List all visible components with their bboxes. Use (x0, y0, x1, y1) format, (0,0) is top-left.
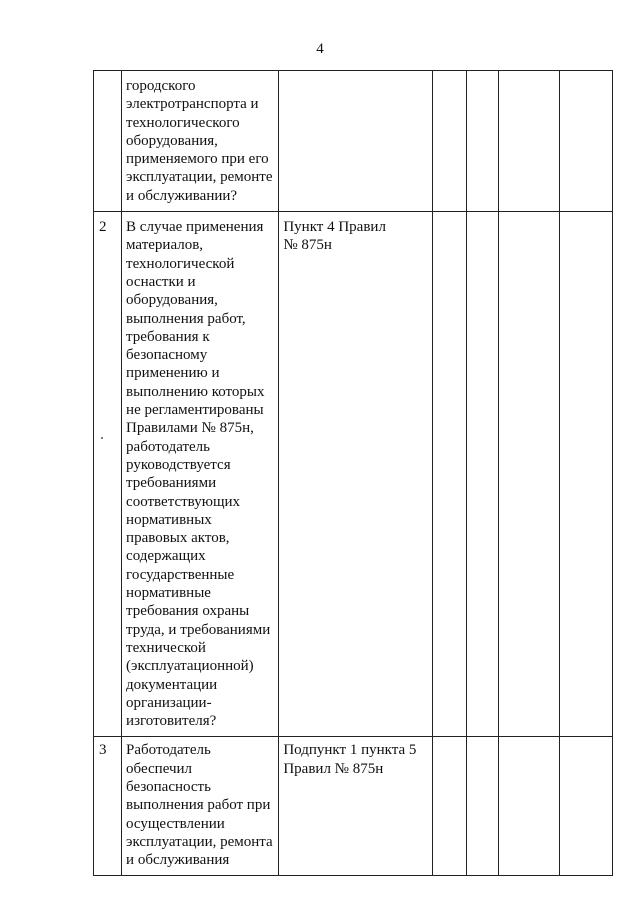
note-cell (559, 737, 612, 876)
question-line: оборудования, (126, 292, 218, 309)
question-line: не регламентированы (126, 402, 264, 419)
scan-speck (101, 437, 103, 439)
number-cell (94, 71, 122, 212)
answer-yes-cell (432, 737, 466, 876)
reference-line: Подпункт 1 пункта 5 (283, 742, 417, 759)
reference-cell (279, 212, 432, 737)
question-line: изготовителя? (126, 713, 217, 730)
question-line: материалов, (126, 237, 204, 254)
answer-yes-cell (432, 212, 466, 737)
question-line: эксплуатации, ремонте (126, 169, 273, 186)
question-line: оборудования, (126, 132, 218, 149)
question-line: безопасному (126, 347, 208, 364)
question-line: нормативных (126, 511, 212, 528)
answer-no-cell (466, 737, 498, 876)
question-cell (122, 212, 279, 737)
question-line: требования к (126, 328, 210, 345)
question-line: требованиями (126, 475, 217, 492)
question-line: выполнения работ, (126, 310, 246, 327)
question-line: содержащих (126, 548, 206, 565)
note-cell (559, 71, 612, 212)
question-line: оснастки и (126, 273, 196, 290)
question-line: применению и (126, 365, 220, 382)
question-line: и обслуживании? (126, 187, 238, 204)
reference-line: № 875н (283, 237, 332, 254)
answer-no-cell (466, 71, 498, 212)
question-line: (эксплуатационной) (126, 658, 254, 675)
question-line: нормативные (126, 585, 211, 602)
question-text (122, 71, 278, 211)
question-cell (122, 71, 279, 212)
reference-text (279, 737, 431, 784)
answer-yes-cell (432, 71, 466, 212)
question-line: организации- (126, 694, 212, 711)
note-cell (559, 212, 612, 737)
reference-cell (279, 71, 432, 212)
question-line: осуществлении (126, 815, 225, 832)
page-number: 4 (316, 41, 324, 57)
answer-na-cell (498, 737, 559, 876)
table-row (94, 212, 613, 737)
question-line: электротранспорта и (126, 96, 259, 113)
reference-line: Правил № 875н (283, 760, 384, 777)
question-line: государственные (126, 566, 235, 583)
question-line: соответствующих (126, 493, 241, 510)
question-line: обеспечил (126, 760, 193, 777)
question-line: и обслуживания (126, 852, 230, 869)
number-cell: 2 (94, 212, 122, 737)
question-line: безопасность (126, 778, 211, 795)
question-line: технологической (126, 255, 235, 272)
question-line: требования охраны (126, 603, 250, 620)
question-text (122, 212, 278, 736)
reference-text (279, 212, 431, 261)
table-row (94, 737, 613, 876)
question-line: выполнения работ при (126, 797, 271, 814)
answer-na-cell (498, 212, 559, 737)
question-line: работодатель (126, 438, 211, 455)
question-line: выполнению которых (126, 383, 265, 400)
question-cell (122, 737, 279, 876)
question-line: Работодатель (126, 742, 211, 759)
question-line: эксплуатации, ремонта (126, 833, 273, 850)
reference-line: Пункт 4 Правил (283, 219, 386, 236)
question-line: документации (126, 676, 218, 693)
question-line: правовых актов, (126, 530, 230, 547)
question-line: городского (126, 78, 196, 94)
question-text (122, 737, 278, 875)
question-line: В случае применения (126, 219, 264, 236)
question-line: руководствуется (126, 456, 231, 473)
question-line: технической (126, 639, 206, 656)
number-cell: 3 (94, 737, 122, 876)
answer-na-cell (498, 71, 559, 212)
question-line: применяемого при его (126, 151, 269, 168)
checklist-table (93, 70, 613, 876)
table-row (94, 71, 613, 212)
question-line: Правилами № 875н, (126, 420, 254, 437)
reference-cell (279, 737, 432, 876)
question-line: технологического (126, 114, 240, 131)
question-line: труда, и требованиями (126, 621, 271, 638)
answer-no-cell (466, 212, 498, 737)
